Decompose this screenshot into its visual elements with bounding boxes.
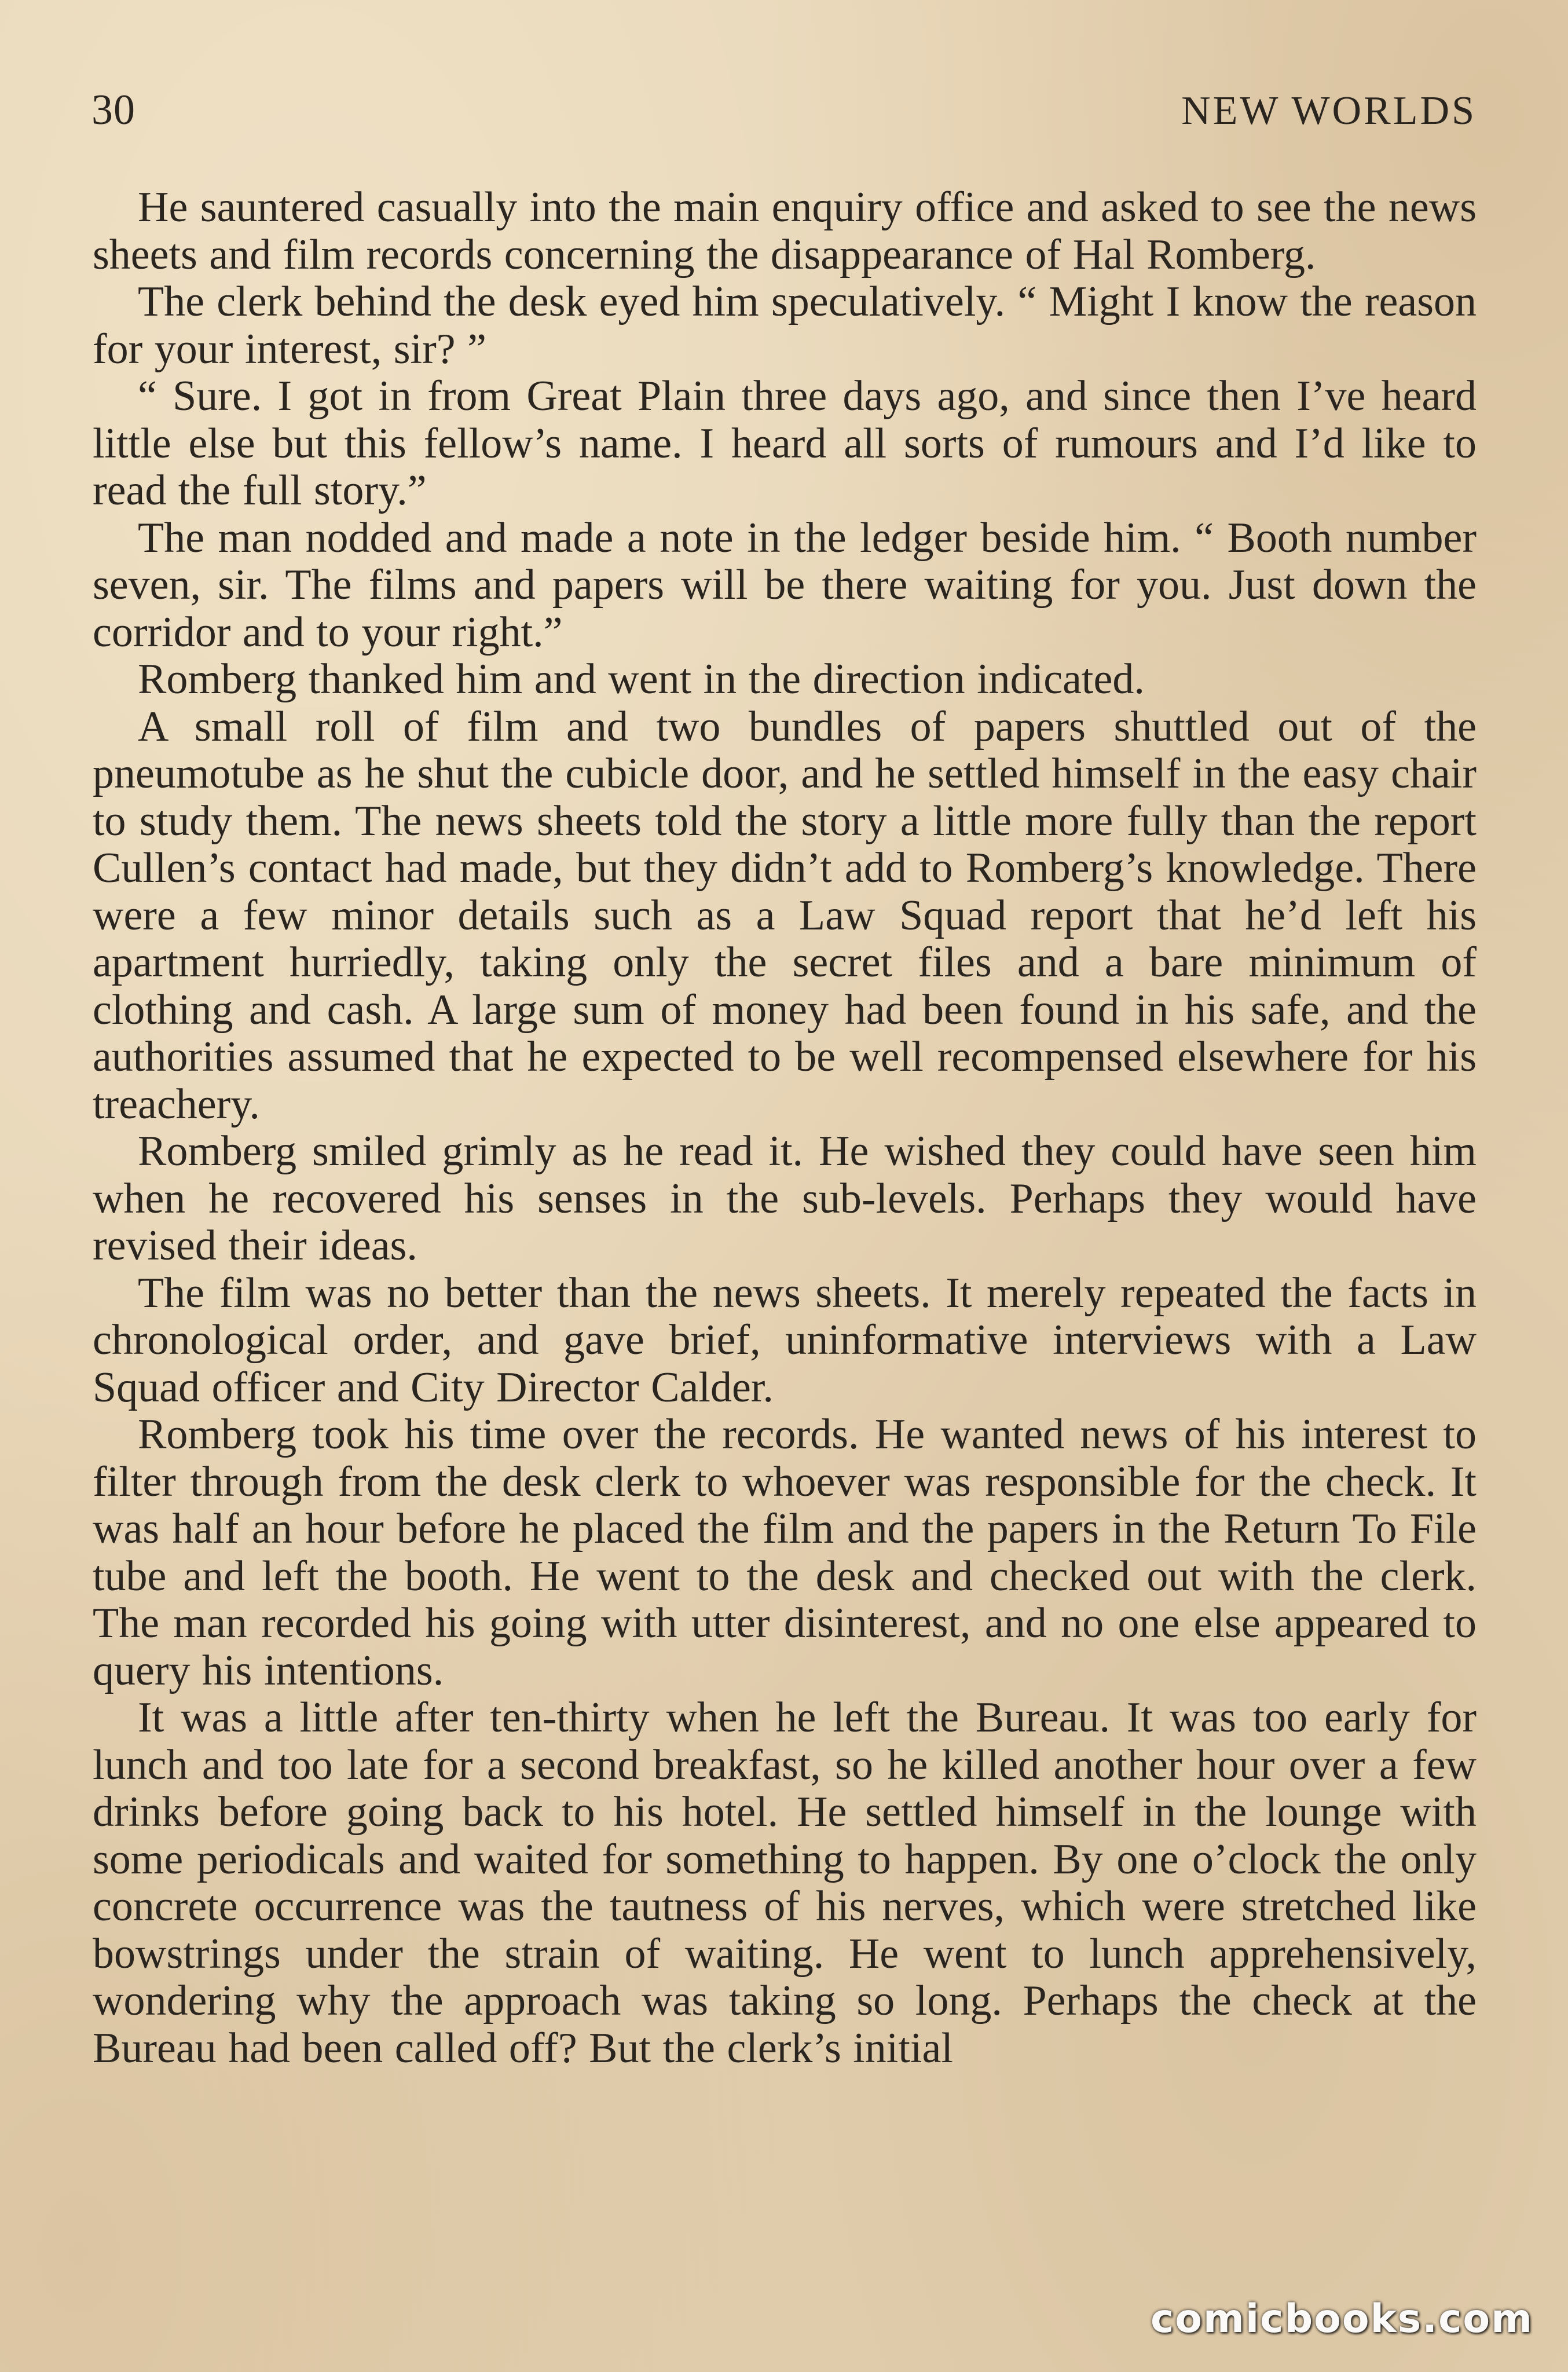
paragraph: Romberg smiled grimly as he read it. He wished they could have seen him when he recovered his senses in the sub-levels. Perhaps they would have revised their ideas. <box>93 1128 1477 1269</box>
body-text <box>93 184 1477 2072</box>
running-head: NEW WORLDS <box>1181 89 1477 133</box>
paragraph: Romberg thanked him and went in the direction indicated. <box>138 656 1145 703</box>
paragraph: Romberg took his time over the records. He wanted news of his interest to filter through from the desk clerk to whoever was responsible for the check. It was half an hour before he placed the film and the papers in the Return To File tube and left the booth. He went to the desk and checked out with the clerk. The man recorded his going with utter disinterest, and no one else appeared to query his intentions. <box>93 1411 1477 1694</box>
paragraph: He sauntered casually into the main enquiry office and asked to see the news sheets and film records concerning the disappearance of Hal Romberg. <box>93 184 1477 279</box>
paragraph: The clerk behind the desk eyed him speculatively. “ Might I know the reason for your interest, sir? ” <box>93 278 1477 373</box>
watermark: comicbooks.com <box>1150 2296 1533 2342</box>
paragraph: The film was no better than the news sheets. It merely repeated the facts in chronological order, and gave brief, uninformative interviews with a Law Squad officer and City Director Calder. <box>93 1269 1477 1411</box>
paragraph: It was a little after ten-thirty when he left the Bureau. It was too early for lunch and too late for a second breakfast, so he killed another hour over a few drinks before going back to his hotel. He settled himself in the lounge with some periodicals and waited for something to happen. By one o’clock the only concrete occurrence was the tautness of his nerves, which were stretched like bowstrings under the strain of waiting. He went to lunch apprehensively, wondering why the approach was taking so long. Perhaps the check at the Bureau had been called off? But the clerk’s initial <box>93 1694 1477 2072</box>
paragraph: The man nodded and made a note in the ledger beside him. “ Booth number seven, sir. The films and papers will be there waiting for you. Just down the corridor and to your right.” <box>93 514 1477 656</box>
page-number: 30 <box>91 86 135 134</box>
page-header <box>91 86 1477 144</box>
paragraph: “ Sure. I got in from Great Plain three days ago, and since then I’ve heard little else but this fellow’s name. I heard all sorts of rumours and I’d like to read the full story.” <box>93 372 1477 514</box>
paragraph: A small roll of film and two bundles of papers shuttled out of the pneumotube as he shut the cubicle door, and he settled himself in the easy chair to study them. The news sheets told the story a little more fully than the report Cullen’s contact had made, but they didn’t add to Romberg’s knowledge. There were a few minor details such as a Law Squad report that he’d left his apartment hurriedly, taking only the secret files and a bare minimum of clothing and cash. A large sum of money had been found in his safe, and the authorities assumed that he expected to be well recompensed elsewhere for his treachery. <box>93 702 1477 1128</box>
